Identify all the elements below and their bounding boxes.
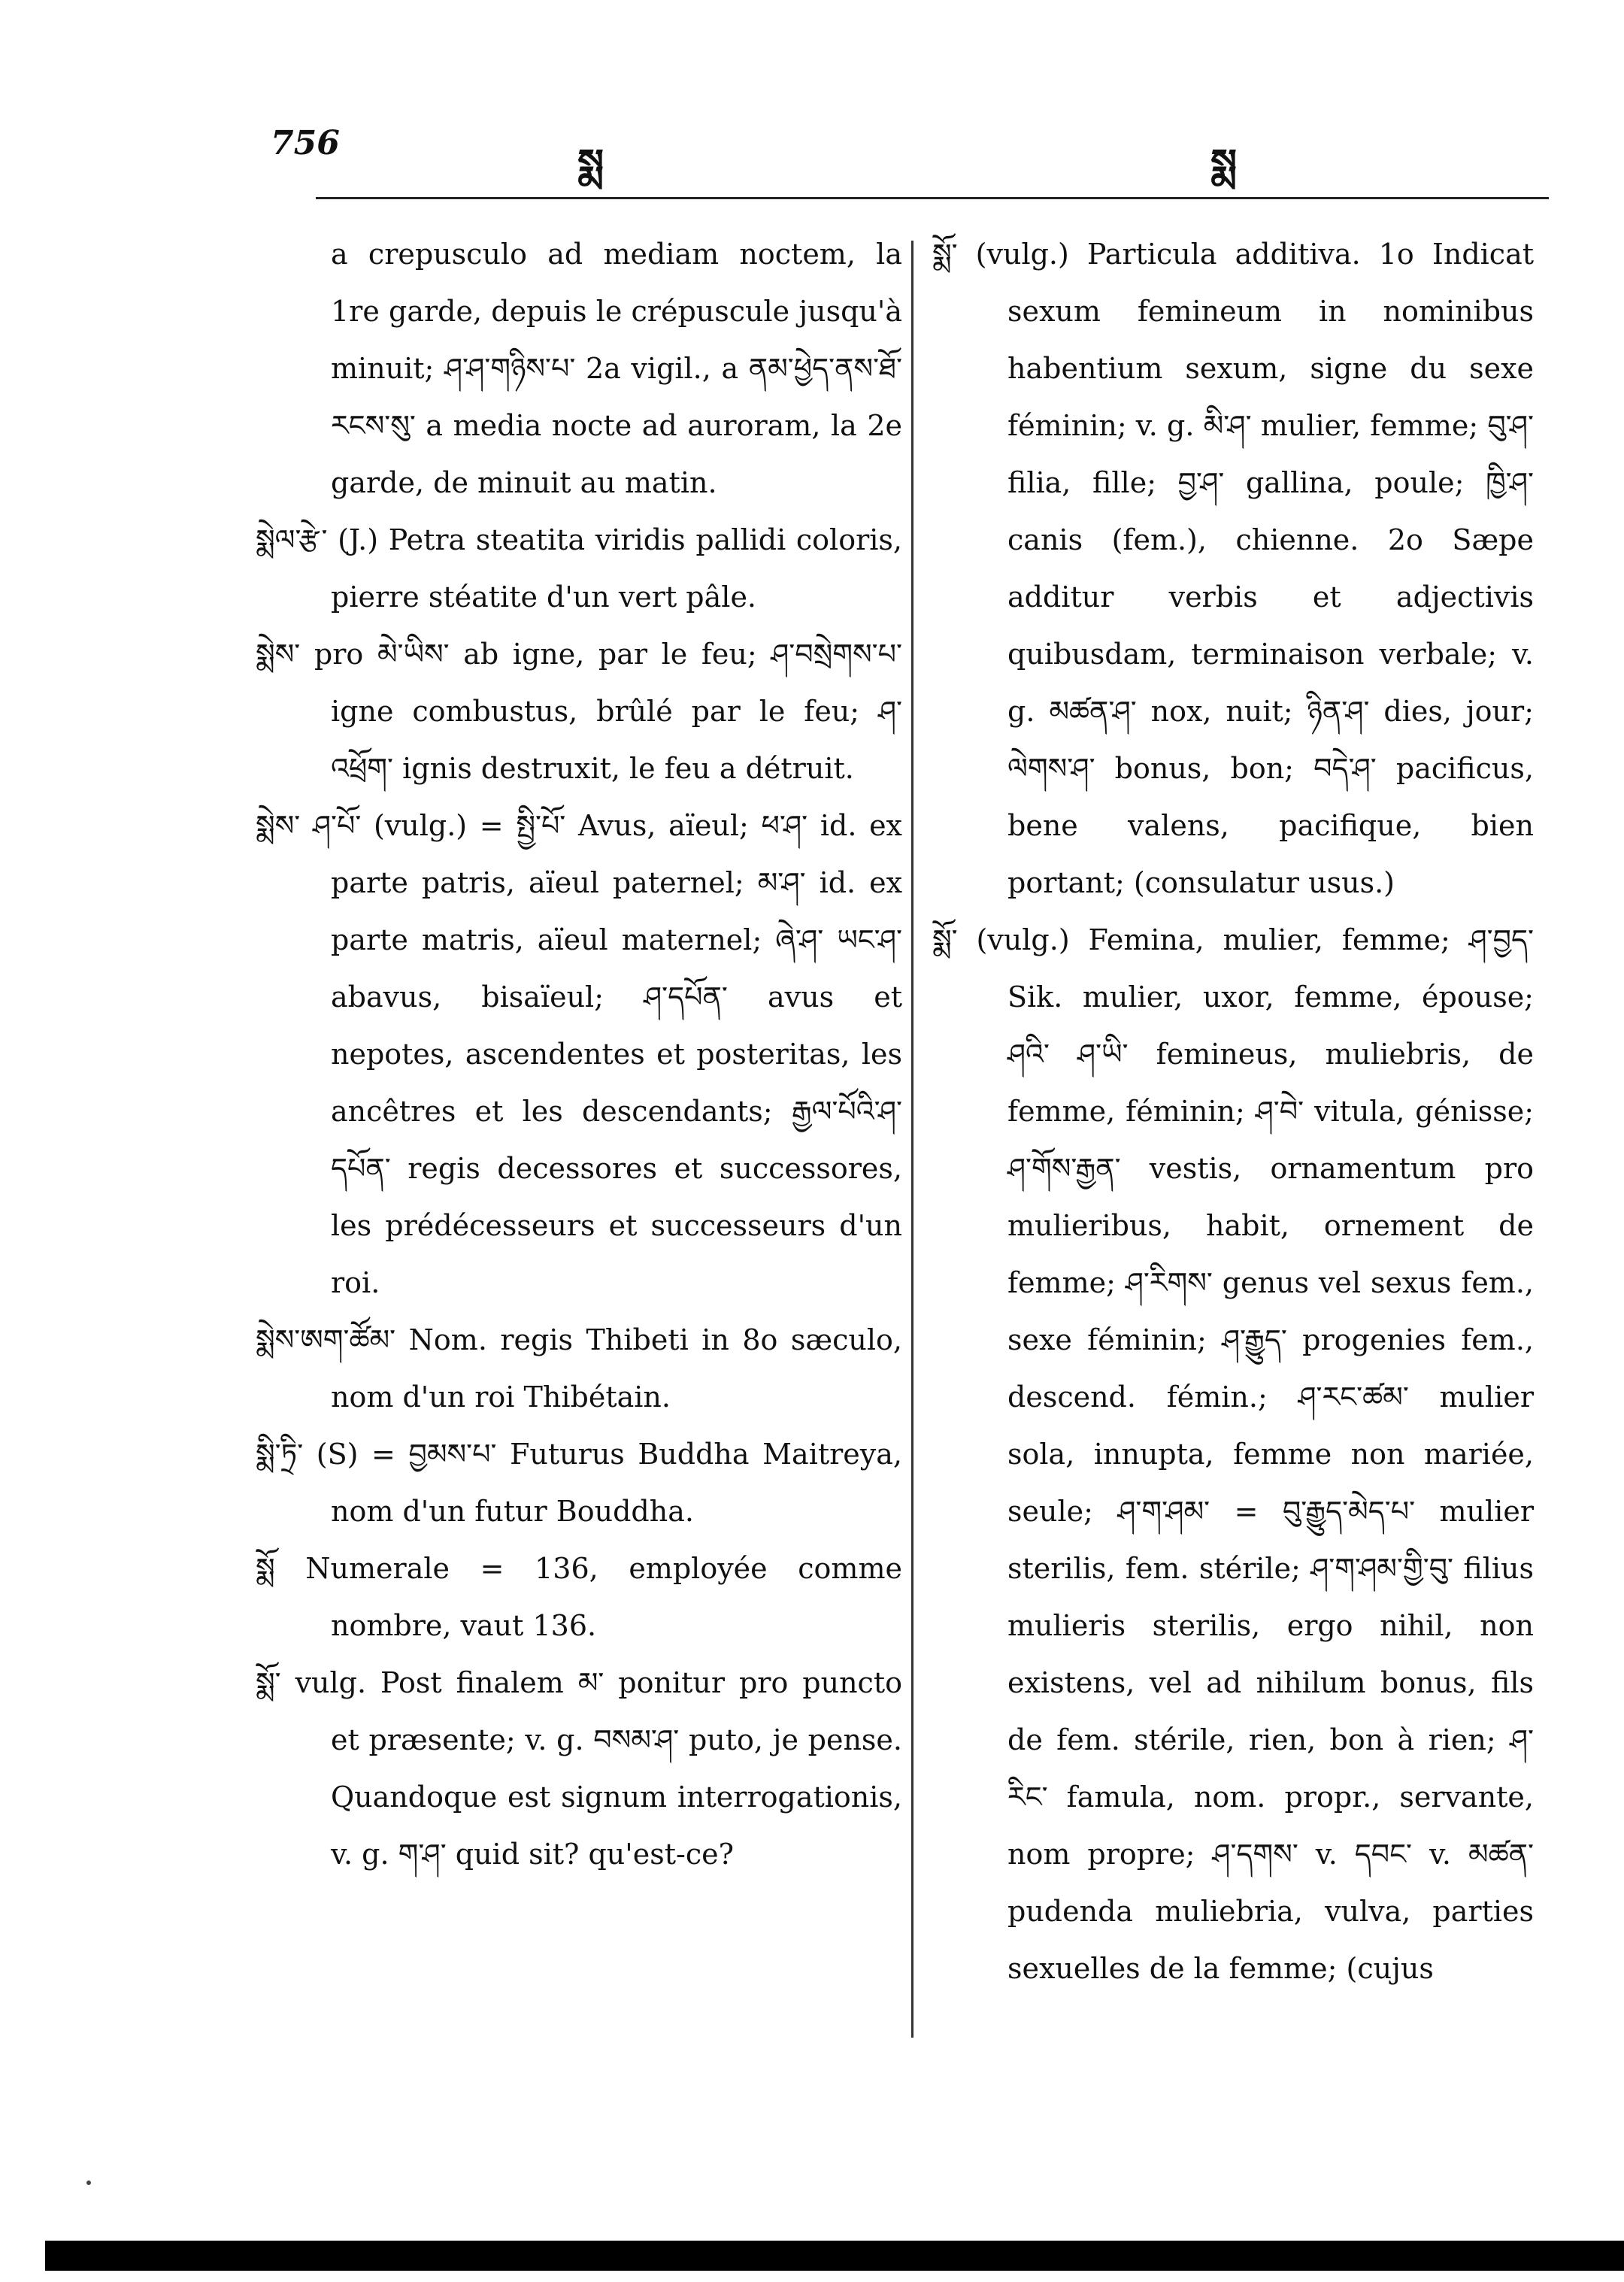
dictionary-entry: སྨེལ་རྩེ་ (J.) Petra steatita viridis pallidi coloris, pierre stéatite d'un vert pâle. [256,523,902,614]
dictionary-entry: a crepusculo ad mediam noctem, la 1re garde, depuis le crépuscule jusqu'à minuit; ཤ་ཤ་གཉིས་པ་ 2a vigil., a ནམ་ཕྱེད་ནས་ཐོ་རངས་སུ་ a media nocte ad auroram, la 2e garde, de minuit au matin. [331,238,902,499]
dictionary-entry: སྨེས་ཨག་ཚོམ་ Nom. regis Thibeti in 8o sæculo, nom d'un roi Thibétain. [256,1323,902,1414]
running-head-right: སྨ [1210,141,1238,186]
scan-edge-bar [45,2241,1624,2271]
header-rule [316,197,1549,199]
running-head-left: སྨ [577,141,604,186]
column-divider [911,241,914,2038]
dictionary-entry: སྨོ་ vulg. Post finalem མ་ ponitur pro puncto et præsente; v. g. བསམ་ཤ་ puto, je pense. Quandoque est signum interrogationis, v. g. ག་ཤ་ quid sit? qu'est-ce? [256,1666,902,1871]
dictionary-entry: སྨེས་ ཤ་པོ་ (vulg.) = སྤྱི་པོ་ Avus, aïeul; ཕ་ཤ་ id. ex parte patris, aïeul paternel; མ་ཤ་ id. ex parte matris, aïeul maternel; ཞེ་ཤ་ ཡང་ཤ་ abavus, bisaïeul; ཤ་དཔོན་ avus et nepotes, ascendentes et posteritas, les ancêtres et les descendants; རྒྱལ་པོའི་ཤ་དཔོན་ regis decessores et successores, les prédécesseurs et successeurs d'un roi. [256,809,902,1299]
page-number: 756 [271,124,340,162]
left-column [256,226,902,1883]
dictionary-entry: སྨོ Numerale = 136, employée comme nombre, vaut 136. [256,1552,902,1642]
dictionary-entry: སྨེས་ pro མེ་ཡིས་ ab igne, par le feu; ཤ་བསྲེགས་པ་ igne combustus, brûlé par le feu; ཤ་འཕྲོག་ ignis destruxit, le feu a détruit. [256,638,902,785]
dictionary-entry: སྨོ་ (vulg.) Femina, mulier, femme; ཤ་བྱད་ Sik. mulier, uxor, femme, épouse; ཤའི་ ཤ་ཡི་ femineus, muliebris, de femme, féminin; ཤ་བེ་ vitula, génisse; ཤ་གོས་རྒྱན་ vestis, ornamentum pro mulieribus, habit, ornement de femme; ཤ་རིགས་ genus vel sexus fem., sexe féminin; ཤ་རྒྱུད་ progenies fem., descend. fémin.; ཤ་རང་ཚམ་ mulier sola, innupta, femme non mariée, seule; ཤ་ག་ཤམ་ = བུ་རྒྱུད་མེད་པ་ mulier sterilis, fem. stérile; ཤ་ག་ཤམ་གྱི་བུ་ filius mulieris sterilis, ergo nihil, non existens, vel ad nihilum bonus, fils de fem. stérile, rien, bon à rien; ཤ་རིང་ famula, nom. propr., servante, nom propre; ཤ་དགས་ v. དབང་ v. མཚན་ pudenda muliebria, vulva, parties sexuelles de la femme; (cujus [932,923,1534,1985]
scan-speck [86,2180,91,2185]
dictionary-entry: སྨོ་ (vulg.) Particula additiva. 1o Indicat sexum femineum in nominibus habentium sexum, signe du sexe féminin; v. g. མི་ཤ་ mulier, femme; བུ་ཤ་ filia, fille; བྱ་ཤ་ gallina, poule; ཁྱི་ཤ་ canis (fem.), chienne. 2o Sæpe additur verbis et adjectivis quibusdam, terminaison verbale; v. g. མཚན་ཤ་ nox, nuit; ཉིན་ཤ་ dies, jour; ལེགས་ཤ་ bonus, bon; བདེ་ཤ་ pacificus, bene valens, pacifique, bien portant; (consulatur usus.) [932,238,1534,899]
right-column [932,226,1534,1997]
dictionary-entry: སྨི་ཏྲི་ (S) = བྱམས་པ་ Futurus Buddha Maitreya, nom d'un futur Bouddha. [256,1438,902,1528]
